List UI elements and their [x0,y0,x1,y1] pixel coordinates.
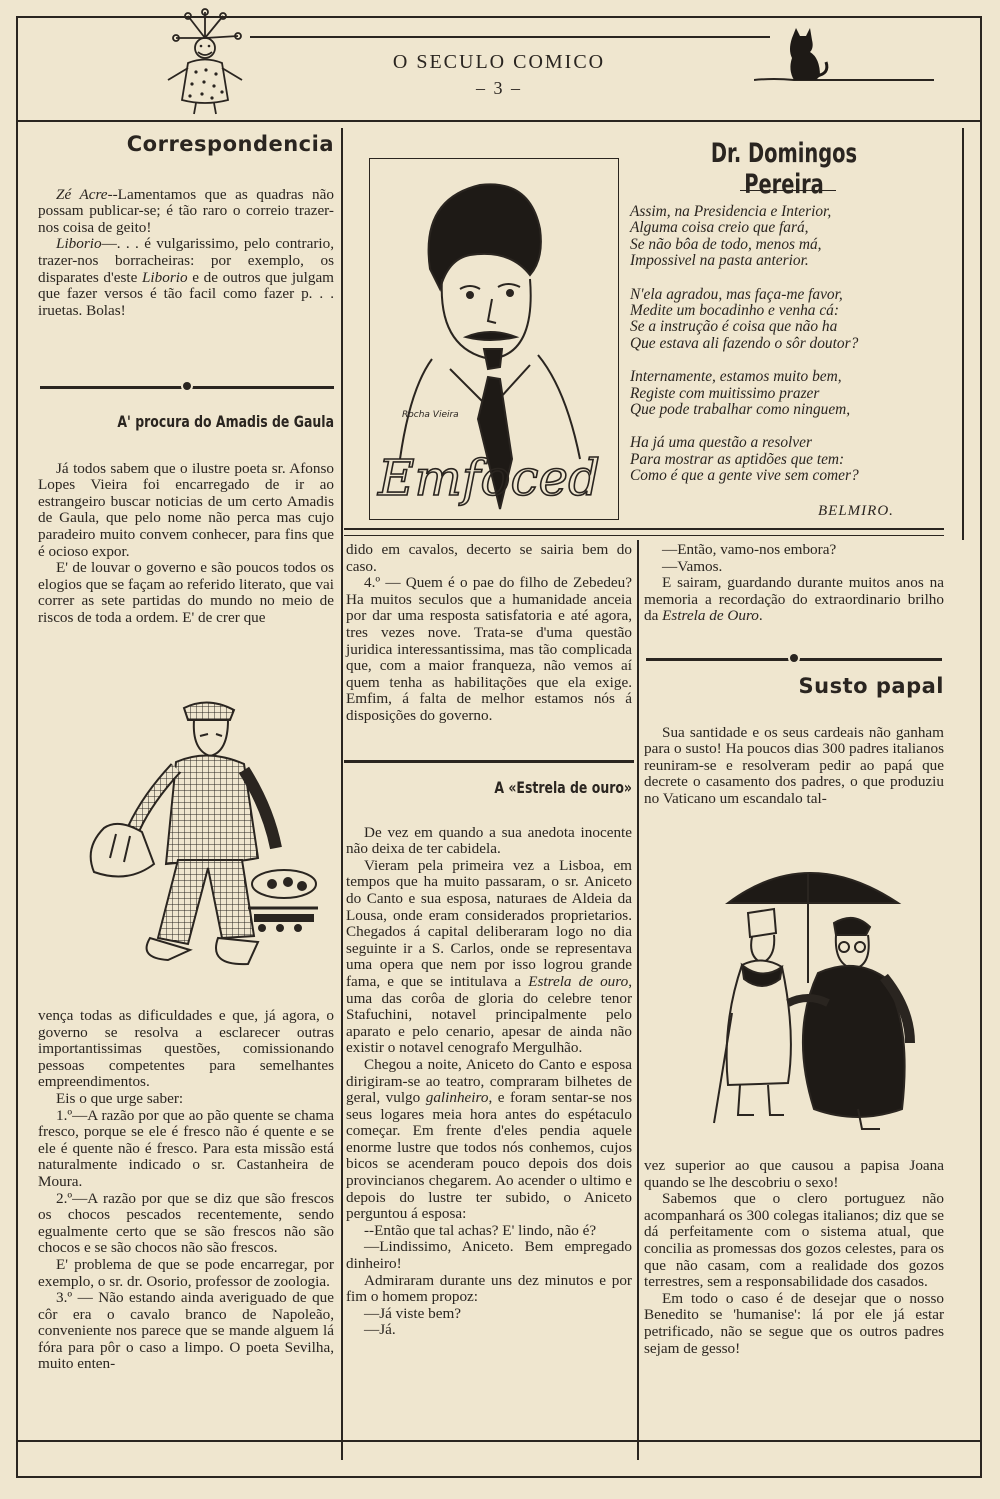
estrela-heading: A «Estrela de ouro» [494,778,632,797]
galinheiro-word: galinheiro [425,1089,489,1107]
amadis-section-middle [346,542,632,725]
poem-line: Registe com muitissimo prazer [630,384,820,402]
amadis-heading: A' procura do Amadis de Gaula [117,412,334,431]
masthead [18,18,980,118]
poem-signature: BELMIRO. [818,503,894,519]
reply-text-2a: —. . . é vulgarissimo, pelo contrario, trazer-nos borracheiras: por exemplo, os disparates d'este [38,235,334,286]
correspondent-name-2b: Liborio [141,268,188,286]
reply-text-1: --Lamentamos que as quadras não possam publicar-se; é tão raro o correio trazer-nos coisa de geito! [38,185,334,236]
estrela-paragraph-11 [644,575,944,625]
cat-illustration [754,18,984,98]
correspondent-name-1: Zé Acre [56,185,108,203]
estrela-paragraph-5: —Lindissimo, Aniceto. Bem empregado dinheiro! [346,1238,632,1273]
poem-line: Ha já uma questão a resolver [630,434,812,452]
amadis-section [38,414,334,627]
poem-line: Que estava ali fazendo o sôr doutor? [630,334,859,352]
poem-line: Internamente, estamos muito bem, [630,368,842,386]
poem-line: Para mostrar as aptidões que tem: [630,450,845,468]
poem-line: N'ela agradou, mas faça-me favor, [630,285,843,303]
correspondencia-section [38,132,334,319]
estrela-paragraph-1: De vez em quando a sua anedota inocente não deixa de ter cabidela. [346,823,632,858]
column-divider-right-edge [962,128,964,540]
portrait-caption: Emfoced [378,449,601,507]
column-divider-right [637,540,639,1460]
correspondent-name-2: Liborio [56,235,102,253]
susto-paragraph-1: Sua santidade e os seus cardeais não ganham para o susto! Ha poucos dias 300 padres italianos reuniram-se e resolveram pedir ao papá que decrete o casamento dos padres, o que produziu no Vaticano um escandalo tal- [644,723,944,807]
estrela-paragraph-10: —Vamos. [662,557,723,575]
amadis-section-continued [38,1008,334,1373]
ornamental-divider-2 [646,656,942,662]
estrela-paragraph-9: —Então, vamo-nos embora? [662,541,837,558]
susto-heading: Susto papal [798,674,944,698]
amadis-paragraph-10: 4.º — Quem é o pae do filho de Zebedeu? Ha muitos seculos que a humanidade anceia por dar uma resposta satisfatoria e até agora, tres vezes nove. Trata-se d'uma questão juridica interessantissima, mas tão complicada que, com a maior franqueza, não vemos aí quem tenha as habilitações que ela exige. Emfim, á falta de melhor estamos nós á disposições do governo. [346,574,632,724]
correspondencia-heading: Correspondencia [126,132,334,156]
amadis-paragraph-8: 3.º — Não estando ainda averiguado de que côr era o cavalo branco de Napoleão, conveniente nos parece que se mande alguem lá fóra para pôr o caso a limpo. O poeta Sevilha, muito enten- [38,1289,334,1373]
susto-paragraph-2: vez superior ao que causou a papisa Joana quando se lhe descobriu o sexo! [644,1157,944,1191]
masthead-title: O SECULO COMICO [392,51,606,73]
estrela-paragraph-8: —Já. [364,1321,396,1339]
page-number: – 3 – [476,78,522,98]
reply-text-2b: e de outros que julgam que fazer versos é tão facil como fazer p. . . iruetas. Bolas! [38,268,334,319]
estrela-paragraph-6: Admiraram durante uns dez minutos e por fim o homem propoz: [346,1271,632,1306]
traveler-illustration [58,688,318,988]
estrela-paragraph-3 [346,1057,632,1223]
umbrella-couple-illustration [658,853,928,1153]
poem-line: Como é que a gente vive sem comer? [630,467,859,485]
poem-line: Se não bôa de todo, menos má, [630,235,822,253]
amadis-paragraph-9: dido em cavalos, decerto se sairia bem do caso. [346,541,632,575]
estrela-text-3b: , e foram sentar-se nos seus logares meia hora antes do espétaculo começar. Em frente d'eles pendia aquele enorme lustre que todos nós conhemos, cujos bicos se acenderam pouco depois dos dois provincianos chegarem. Ao acender o ultimo e depois do lustre ter subido, o Aniceto perguntou á esposa: [346,1089,632,1223]
masthead-rule-top [250,36,770,38]
opera-title-2: Estrela de Ouro [662,607,759,625]
estrela-rule-top [344,760,634,763]
poem-stanza-1 [630,204,950,270]
domingos-rule-bottom-thin [344,535,944,536]
poem-line: Medite um bocadinho e venha cá: [630,302,839,320]
poem-line: Impossivel na pasta anterior. [630,252,809,270]
estrela-text-11b: . [758,607,763,625]
poem-stanza-4 [630,435,950,484]
correspondencia-reply-2 [38,236,334,319]
estrela-text-2a: Vieram pela primeira vez a Lisboa, em tempos que ha muito passaram, o sr. Aniceto do Canto e sua esposa, naturaes de Aldeia da Lousa, onde eram considerados proprietarios. Chegados á capital deliberaram logo no dia seguinte ir a S. Carlos, onde se representava uma opera que nem por isso logrou grande fama, e que se intitulava a [346,856,632,990]
estrela-paragraph-4: --Então que tal achas? E' lindo, não é? [364,1221,597,1239]
masthead-rule-bottom [18,120,980,122]
page-rule-bottom [18,1440,980,1442]
poem-stanza-2 [630,287,950,353]
amadis-paragraph-2: E' de louvar o governo e são poucos todos os elogios que se façam ao referido literato, que vai correr as sete partidas do mundo no meio de riscos de toda a ordem. E' de crer que [38,559,334,626]
estrela-section [346,780,632,1339]
opera-title: Estrela de ouro [528,972,629,990]
jester-doll-illustration [158,8,253,118]
correspondencia-reply-1 [38,187,334,237]
ornamental-divider-1 [40,384,334,390]
amadis-paragraph-4: Eis o que urge saber: [56,1089,184,1107]
susto-paragraph-3: Sabemos que o clero portuguez não acompanhará os 300 colegas italianos; diz que se dá perfeitamente com o sistema atual, que concilia as promessas dos gozos celestes, para os que não casam, com a realidade dos gozos terrestres, sem a responsabilidade dos casados. [644,1190,944,1291]
portrait-caricature [370,159,618,519]
portrait-artist-signature: Rocha Vieira [402,410,459,420]
poem-line: Assim, na Presidencia e Interior, [630,203,832,220]
portrait-frame [369,158,619,520]
domingos-heading: Dr. Domingos Pereira [710,138,858,200]
poem-line: Alguma coisa creio que fará, [630,219,809,237]
susto-section [644,674,944,808]
amadis-paragraph-6: 2.º—A razão por que se diz que são frescos os chocos pescados recentemente, sendo egualmente certo que se são frescos não são chocos e se são chocos não são frescos. [38,1189,334,1257]
susto-paragraph-4: Em todo o caso é de desejar que o nosso Benedito se 'humanise': lá por ele já estar petrificado, não se segue que os outros padres sejam de gesso! [644,1289,944,1357]
estrela-text-11a: E sairam, guardando durante muitos anos na memoria a recordação do extraordinario brilho da [644,574,944,625]
estrela-text-2b: , uma das corôa de gloria do celebre tenor Stafuchini, notavel principalmente pelo aparato e pelo cenario, apesar de ainda não existir o notavel cenografo Mergulhão. [346,972,632,1057]
estrela-section-continued [644,542,944,625]
susto-section-continued [644,1158,944,1357]
amadis-paragraph-5: 1.º—A razão por que ao pão quente se chama fresco, porque se ele é fresco não é quente e se ele é quente não é fresco. Para esta missão está naturalmente indicado o sr. Castanheira de Moura. [38,1106,334,1190]
column-divider-left [341,540,343,1460]
amadis-paragraph-3: vença todas as dificuldades e que, já agora, o governo se resolva a esclarecer outras importantissimas questões, comissionando pessoas competentes para semelhantes empreendimentos. [38,1007,334,1091]
amadis-paragraph-1: Já todos sabem que o ilustre poeta sr. Afonso Lopes Vieira foi encarregado de ir ao estrangeiro buscar noticias de um certo Amadis de Gaula, que pelo nome não perca mas cujo paradeiro muito convem conhecer, para fins que é ocioso expor. [38,459,334,560]
estrela-paragraph-7: —Já viste bem? [364,1304,462,1322]
domingos-short-rule [740,190,836,191]
amadis-paragraph-7: E' problema de que se pode encarregar, por exemplo, o sr. dr. Osorio, professor de zoologia. [38,1255,334,1290]
column-divider-left-top [341,128,343,540]
domingos-poem [630,204,950,502]
poem-stanza-3 [630,369,950,418]
poem-line: Que pode trabalhar como ninguem, [630,401,851,419]
newspaper-page [16,16,982,1478]
poem-line: Se a instrução é coisa que não ha [630,318,838,336]
estrela-paragraph-2 [346,858,632,1057]
estrela-text-3a: Chegou a noite, Aniceto do Canto e esposa dirigiram-se ao teatro, compraram bilhetes de geral, vulgo [346,1055,632,1107]
domingos-rule-bottom [344,528,944,530]
